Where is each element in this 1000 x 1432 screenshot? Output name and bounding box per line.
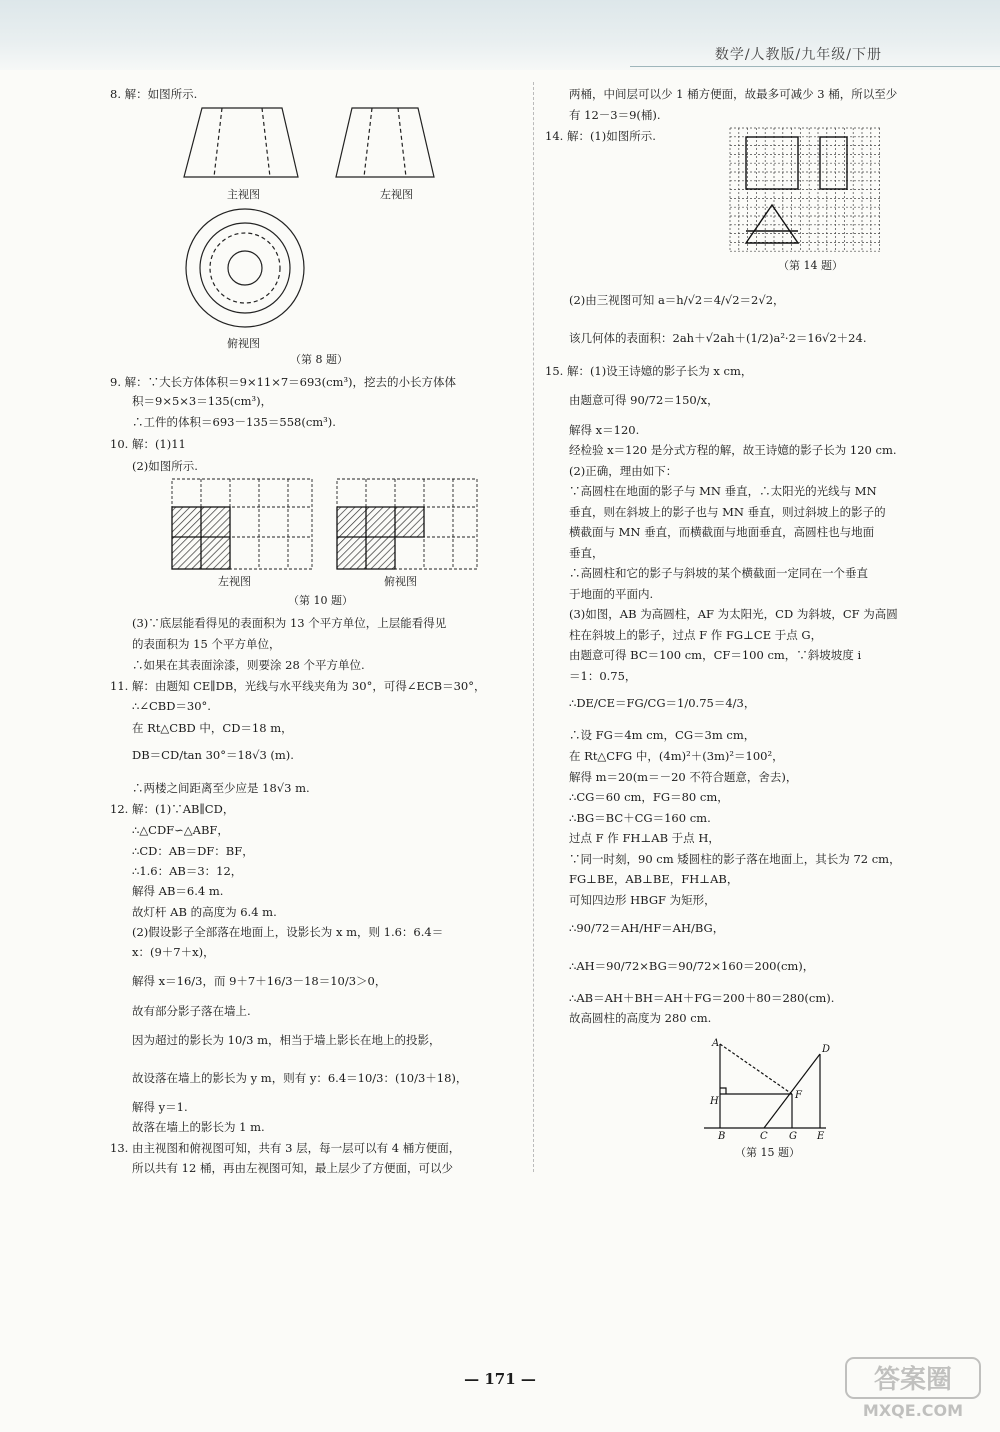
watermark-text: 答案圈: [873, 1365, 953, 1395]
q15-line14: 由题意可得 BC＝100 cm，CF＝100 cm，∵斜坡坡度 i: [569, 648, 862, 662]
q15-line3: 解得 x＝120.: [569, 423, 640, 437]
fig10-diagram: [170, 477, 515, 572]
fig10-left-label: 左视图: [218, 575, 251, 588]
q10-line5: ∴如果在其表面涂漆，则要涂 28 个平方单位.: [132, 658, 365, 672]
q8-text: 8. 解：如图所示.: [110, 87, 198, 101]
fig8-diagram: [170, 103, 440, 378]
q12-line9: 解得 x＝16/3，而 9＋7＋16/3－18＝10/3＞0，: [132, 974, 387, 988]
fig15-diagram: [700, 1036, 840, 1144]
q15-line5: (2)正确，理由如下：: [569, 464, 678, 478]
q15-line9: 垂直，: [569, 546, 604, 560]
q15-line27: ∴AH＝90/72×BG＝90/72×160＝200(cm)，: [569, 959, 815, 973]
fig14-caption: （第 14 题）: [778, 259, 843, 272]
q15-line20: ∴CG＝60 cm，FG＝80 cm，: [569, 790, 729, 804]
q12-line5: 解得 AB＝6.4 m.: [132, 884, 224, 898]
q12-line12: 故设落在墙上的影长为 y m，则有 y：6.4＝10/3：(10/3＋18)，: [132, 1071, 468, 1085]
fig15-label-b: B: [718, 1131, 726, 1142]
watermark-url: MXQE.COM: [862, 1401, 964, 1420]
q11-line1: 11. 解：由题知 CE∥DB，光线与水平线夹角为 30°，可得∠ECB＝30°，: [110, 679, 486, 693]
q12-line14: 故落在墙上的影长为 1 m.: [132, 1120, 265, 1134]
fig8-main-label: 主视图: [227, 188, 260, 201]
q9-line3: ∴工件的体积＝693－135＝558(cm³).: [132, 415, 336, 429]
q15-line11: 于地面的平面内.: [569, 587, 654, 601]
q10-line3: (3)∵底层能看得见的表面积为 13 个平方单位，上层能看得见: [132, 616, 447, 630]
fig15-label-c: C: [760, 1131, 768, 1142]
q15-line21: ∴BG＝BC＋CG＝160 cm.: [569, 811, 711, 825]
q12-line3: ∴CD：AB＝DF：BF，: [132, 844, 254, 858]
q9-line1: 9. 解：∵大长方体体积＝9×11×7＝693(cm³)，挖去的小长方体体: [110, 375, 457, 389]
q12-line11: 因为超过的影长为 10/3 m，相当于墙上影长在地上的投影，: [132, 1033, 441, 1047]
header-rule: [630, 66, 1000, 67]
q12-line4: ∴1.6：AB＝3：12，: [132, 864, 243, 878]
q10-line2: (2)如图所示.: [132, 459, 198, 473]
q15-line13: 柱在斜坡上的影子，过点 F 作 FG⊥CE 于点 G，: [569, 628, 823, 642]
fig10-top-label: 俯视图: [384, 575, 417, 588]
q15-line7: 垂直，则在斜坡上的影子也与 MN 垂直，则过斜坡上的影子的: [569, 505, 886, 519]
q10-line4: 的表面积为 15 个平方单位，: [132, 637, 281, 651]
q15-line1: 15. 解：(1)设王诗嬑的影子长为 x cm，: [545, 364, 753, 378]
fig15-label-h: H: [710, 1096, 719, 1107]
fig8-top-label: 俯视图: [227, 337, 260, 350]
fig15-label-e: E: [817, 1131, 825, 1142]
fig8-caption: （第 8 题）: [290, 353, 348, 366]
q13-line4: 有 12－3＝9(桶).: [569, 108, 661, 122]
fig14-diagram: [728, 126, 888, 256]
q15-line2: 由题意可得 90/72＝150/x，: [569, 393, 719, 407]
column-divider: [533, 82, 534, 1172]
q15-line18: 在 Rt△CFG 中，(4m)²＋(3m)²＝100²，: [569, 749, 784, 763]
q15-line28: ∴AB＝AH＋BH＝AH＋FG＝200＋80＝280(cm).: [569, 991, 835, 1005]
q15-line19: 解得 m＝20(m＝－20 不符合题意，舍去)，: [569, 770, 798, 784]
fig15-label-f: F: [795, 1090, 802, 1101]
q14-line2: (2)由三视图可知 a＝h/√2＝4/√2＝2√2，: [569, 293, 785, 307]
q13-line1: 13. 由主视图和俯视图可知，共有 3 层，每一层可以有 4 桶方便面，: [110, 1141, 461, 1155]
q15-line15: ＝1：0.75，: [569, 669, 637, 683]
q15-line10: ∴高圆柱和它的影子与斜坡的某个横截面一定同在一个垂直: [569, 566, 868, 580]
fig8-left-label: 左视图: [380, 188, 413, 201]
q9-line2: 积＝9×5×3＝135(cm³)，: [132, 394, 273, 408]
q12-line1: 12. 解：(1)∵AB∥CD，: [110, 802, 235, 816]
q12-line2: ∴△CDF∽△ABF，: [132, 823, 229, 837]
watermark-logo: [838, 1352, 988, 1422]
q12-line6: 故灯杆 AB 的高度为 6.4 m.: [132, 905, 277, 919]
q10-line1: 10. 解：(1)11: [110, 437, 186, 451]
page-number: — 171 —: [464, 1370, 536, 1388]
fig10-caption: （第 10 题）: [288, 594, 353, 607]
q15-line26: ∴90/72＝AH/HF＝AH/BG，: [569, 921, 725, 935]
q15-line23: ∵同一时刻，90 cm 矮圆柱的影子落在地面上，其长为 72 cm，: [569, 852, 901, 866]
q12-line7: (2)假设影子全部落在地面上，设影长为 x m，则 1.6：6.4＝: [132, 925, 444, 939]
q15-line6: ∵高圆柱在地面的影子与 MN 垂直，∴太阳光的光线与 MN: [569, 484, 877, 498]
q15-line29: 故高圆柱的高度为 280 cm.: [569, 1011, 712, 1025]
q15-line12: (3)如图，AB 为高圆柱，AF 为太阳光，CD 为斜坡，CF 为高圆: [569, 607, 898, 621]
q12-line8: x：(9＋7＋x)，: [132, 945, 215, 959]
q15-line22: 过点 F 作 FH⊥AB 于点 H，: [569, 831, 720, 845]
q11-line3: 在 Rt△CBD 中，CD＝18 m，: [132, 721, 293, 735]
q12-line13: 解得 y＝1.: [132, 1100, 188, 1114]
q13-line3: 两桶，中间层可以少 1 桶方便面，故最多可减少 3 桶，所以至少: [569, 87, 898, 101]
q15-line16: ∴DE/CE＝FG/CG＝1/0.75＝4/3，: [569, 696, 756, 710]
q15-line24: FG⊥BE，AB⊥BE，FH⊥AB，: [569, 872, 739, 886]
q15-line8: 横截面与 MN 垂直，而横截面与地面垂直，高圆柱也与地面: [569, 525, 875, 539]
q15-line17: ∴设 FG＝4m cm，CG＝3m cm，: [569, 728, 756, 742]
fig15-label-g: G: [789, 1131, 797, 1142]
q15-line4: 经检验 x＝120 是分式方程的解，故王诗嬑的影子长为 120 cm.: [569, 443, 897, 457]
fig15-caption: （第 15 题）: [735, 1146, 800, 1159]
q11-line4: DB＝CD/tan 30°＝18√3 (m).: [132, 748, 294, 762]
q13-line2: 所以共有 12 桶，再由左视图可知，最上层少了方便面，可以少: [132, 1161, 453, 1175]
fig15-label-d: D: [822, 1044, 831, 1055]
fig15-label-a: A: [712, 1038, 720, 1049]
q14-line3: 该几何体的表面积：2ah＋√2ah＋(1/2)a²·2＝16√2＋24.: [569, 331, 867, 345]
header-title: 数学/人教版/九年级/下册: [714, 47, 882, 63]
q12-line10: 故有部分影子落在墙上.: [132, 1004, 251, 1018]
q11-line5: ∴两楼之间距离至少应是 18√3 m.: [132, 781, 310, 795]
q11-line2: ∴∠CBD＝30°.: [132, 699, 211, 713]
q14-line1: 14. 解：(1)如图所示.: [545, 129, 656, 143]
q15-line25: 可知四边形 HBGF 为矩形，: [569, 893, 716, 907]
